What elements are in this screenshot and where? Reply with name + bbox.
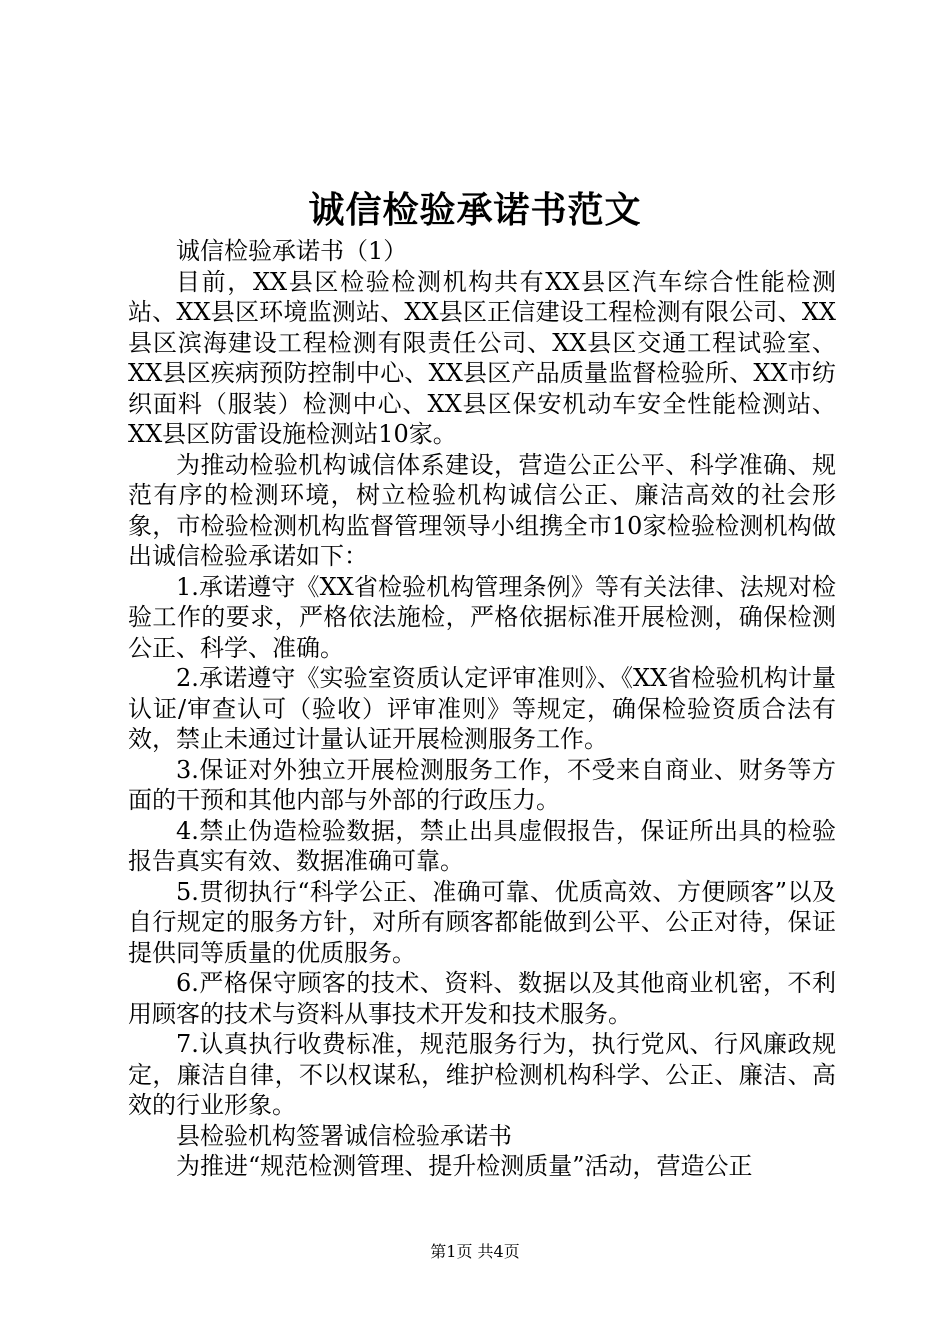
paragraph: 目前，XX县区检验检测机构共有XX县区汽车综合性能检测站、XX县区环境监测站、XX县区正信建设工程检测有限公司、XX县区滨海建设工程检测有限责任公司、XX县区交通工程试验室、XX县区疾病预防控制中心、XX县区产品质量监督检验所、XX市纺织面料（服装）检测中心、XX县区保安机动车安全性能检测站、XX县区防雷设施检测站10家。	[128, 267, 836, 448]
paragraph: 1.承诺遵守《XX省检验机构管理条例》等有关法律、法规对检验工作的要求，严格依法施检，严格依据标准开展检测，确保检测公正、科学、准确。	[128, 572, 836, 662]
paragraph: 5.贯彻执行“科学公正、准确可靠、优质高效、方便顾客”以及自行规定的服务方针，对所有顾客都能做到公平、公正对待，保证提供同等质量的优质服务。	[128, 877, 836, 967]
paragraph: 为推动检验机构诚信体系建设，营造公正公平、科学准确、规范有序的检测环境，树立检验机构诚信公正、廉洁高效的社会形象，市检验检测机构监督管理领导小组携全市10家检验检测机构做出诚信检验承诺如下：	[128, 450, 836, 570]
paragraph: 7.认真执行收费标准，规范服务行为，执行党风、行风廉政规定，廉洁自律，不以权谋私，维护检测机构科学、公正、廉洁、高效的行业形象。	[128, 1030, 836, 1119]
paragraph: 2.承诺遵守《实验室资质认定评审准则》、《XX省检验机构计量认证/审查认可（验收）评审准则》等规定，确保检验资质合法有效，禁止未通过计量认证开展检测服务工作。	[128, 664, 836, 753]
paragraph: 3.保证对外独立开展检测服务工作，不受来自商业、财务等方面的干预和其他内部与外部的行政压力。	[128, 755, 836, 814]
document-title: 诚信检验承诺书范文	[308, 189, 642, 231]
paragraph: 6.严格保守顾客的技术、资料、数据以及其他商业机密，不利用顾客的技术与资料从事技术开发和技术服务。	[128, 969, 836, 1028]
paragraph: 县检验机构签署诚信检验承诺书	[176, 1121, 512, 1150]
document-body	[128, 236, 836, 1182]
paragraph: 诚信检验承诺书（1）	[176, 237, 408, 265]
page-number: 第1页 共4页	[430, 1242, 520, 1261]
paragraph: 4.禁止伪造检验数据，禁止出具虚假报告，保证所出具的检验报告真实有效、数据准确可靠。	[128, 816, 836, 875]
paragraph: 为推进“规范检测管理、提升检测质量”活动，营造公正	[176, 1152, 753, 1180]
